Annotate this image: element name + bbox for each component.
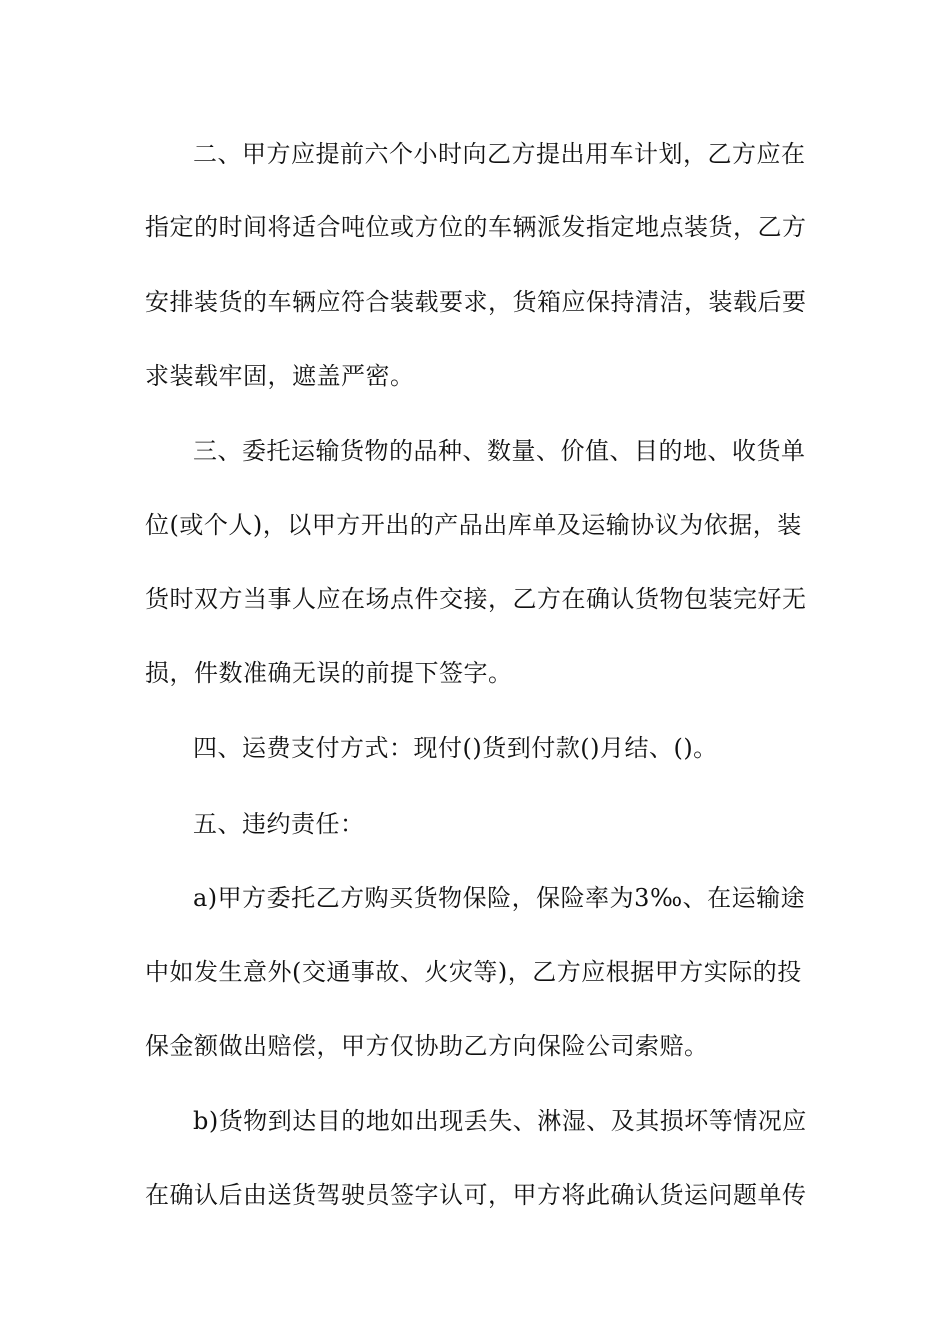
text-line: 四、运费支付方式：现付()货到付款()月结、()。 xyxy=(193,734,718,762)
text-line: 求装载牢固，遮盖严密。 xyxy=(145,362,415,390)
text-line: b)货物到达目的地如出现丢失、淋湿、及其损坏等情况应 xyxy=(193,1107,807,1135)
text-line: a)甲方委托乙方购买货物保险，保险率为3‰、在运输途 xyxy=(193,884,806,912)
text-line: 保金额做出赔偿，甲方仅协助乙方向保险公司索赔。 xyxy=(145,1032,709,1060)
text-line: 中如发生意外(交通事故、火灾等)，乙方应根据甲方实际的投 xyxy=(145,958,802,986)
text-line: 三、委托运输货物的品种、数量、价值、目的地、收货单 xyxy=(193,437,806,465)
text-line: 位(或个人)，以甲方开出的产品出库单及运输协议为依据，装 xyxy=(145,511,802,539)
text-line: 安排装货的车辆应符合装载要求，货箱应保持清洁，装载后要 xyxy=(145,288,807,316)
text-line: 指定的时间将适合吨位或方位的车辆派发指定地点装货，乙方 xyxy=(145,213,807,241)
text-line: 货时双方当事人应在场点件交接，乙方在确认货物包装完好无 xyxy=(145,585,807,613)
text-line: 损，件数准确无误的前提下签字。 xyxy=(145,659,513,687)
text-line: 在确认后由送货驾驶员签字认可，甲方将此确认货运问题单传 xyxy=(145,1181,807,1209)
text-line: 五、违约责任： xyxy=(193,810,365,838)
text-line: 二、甲方应提前六个小时向乙方提出用车计划，乙方应在 xyxy=(193,140,806,168)
